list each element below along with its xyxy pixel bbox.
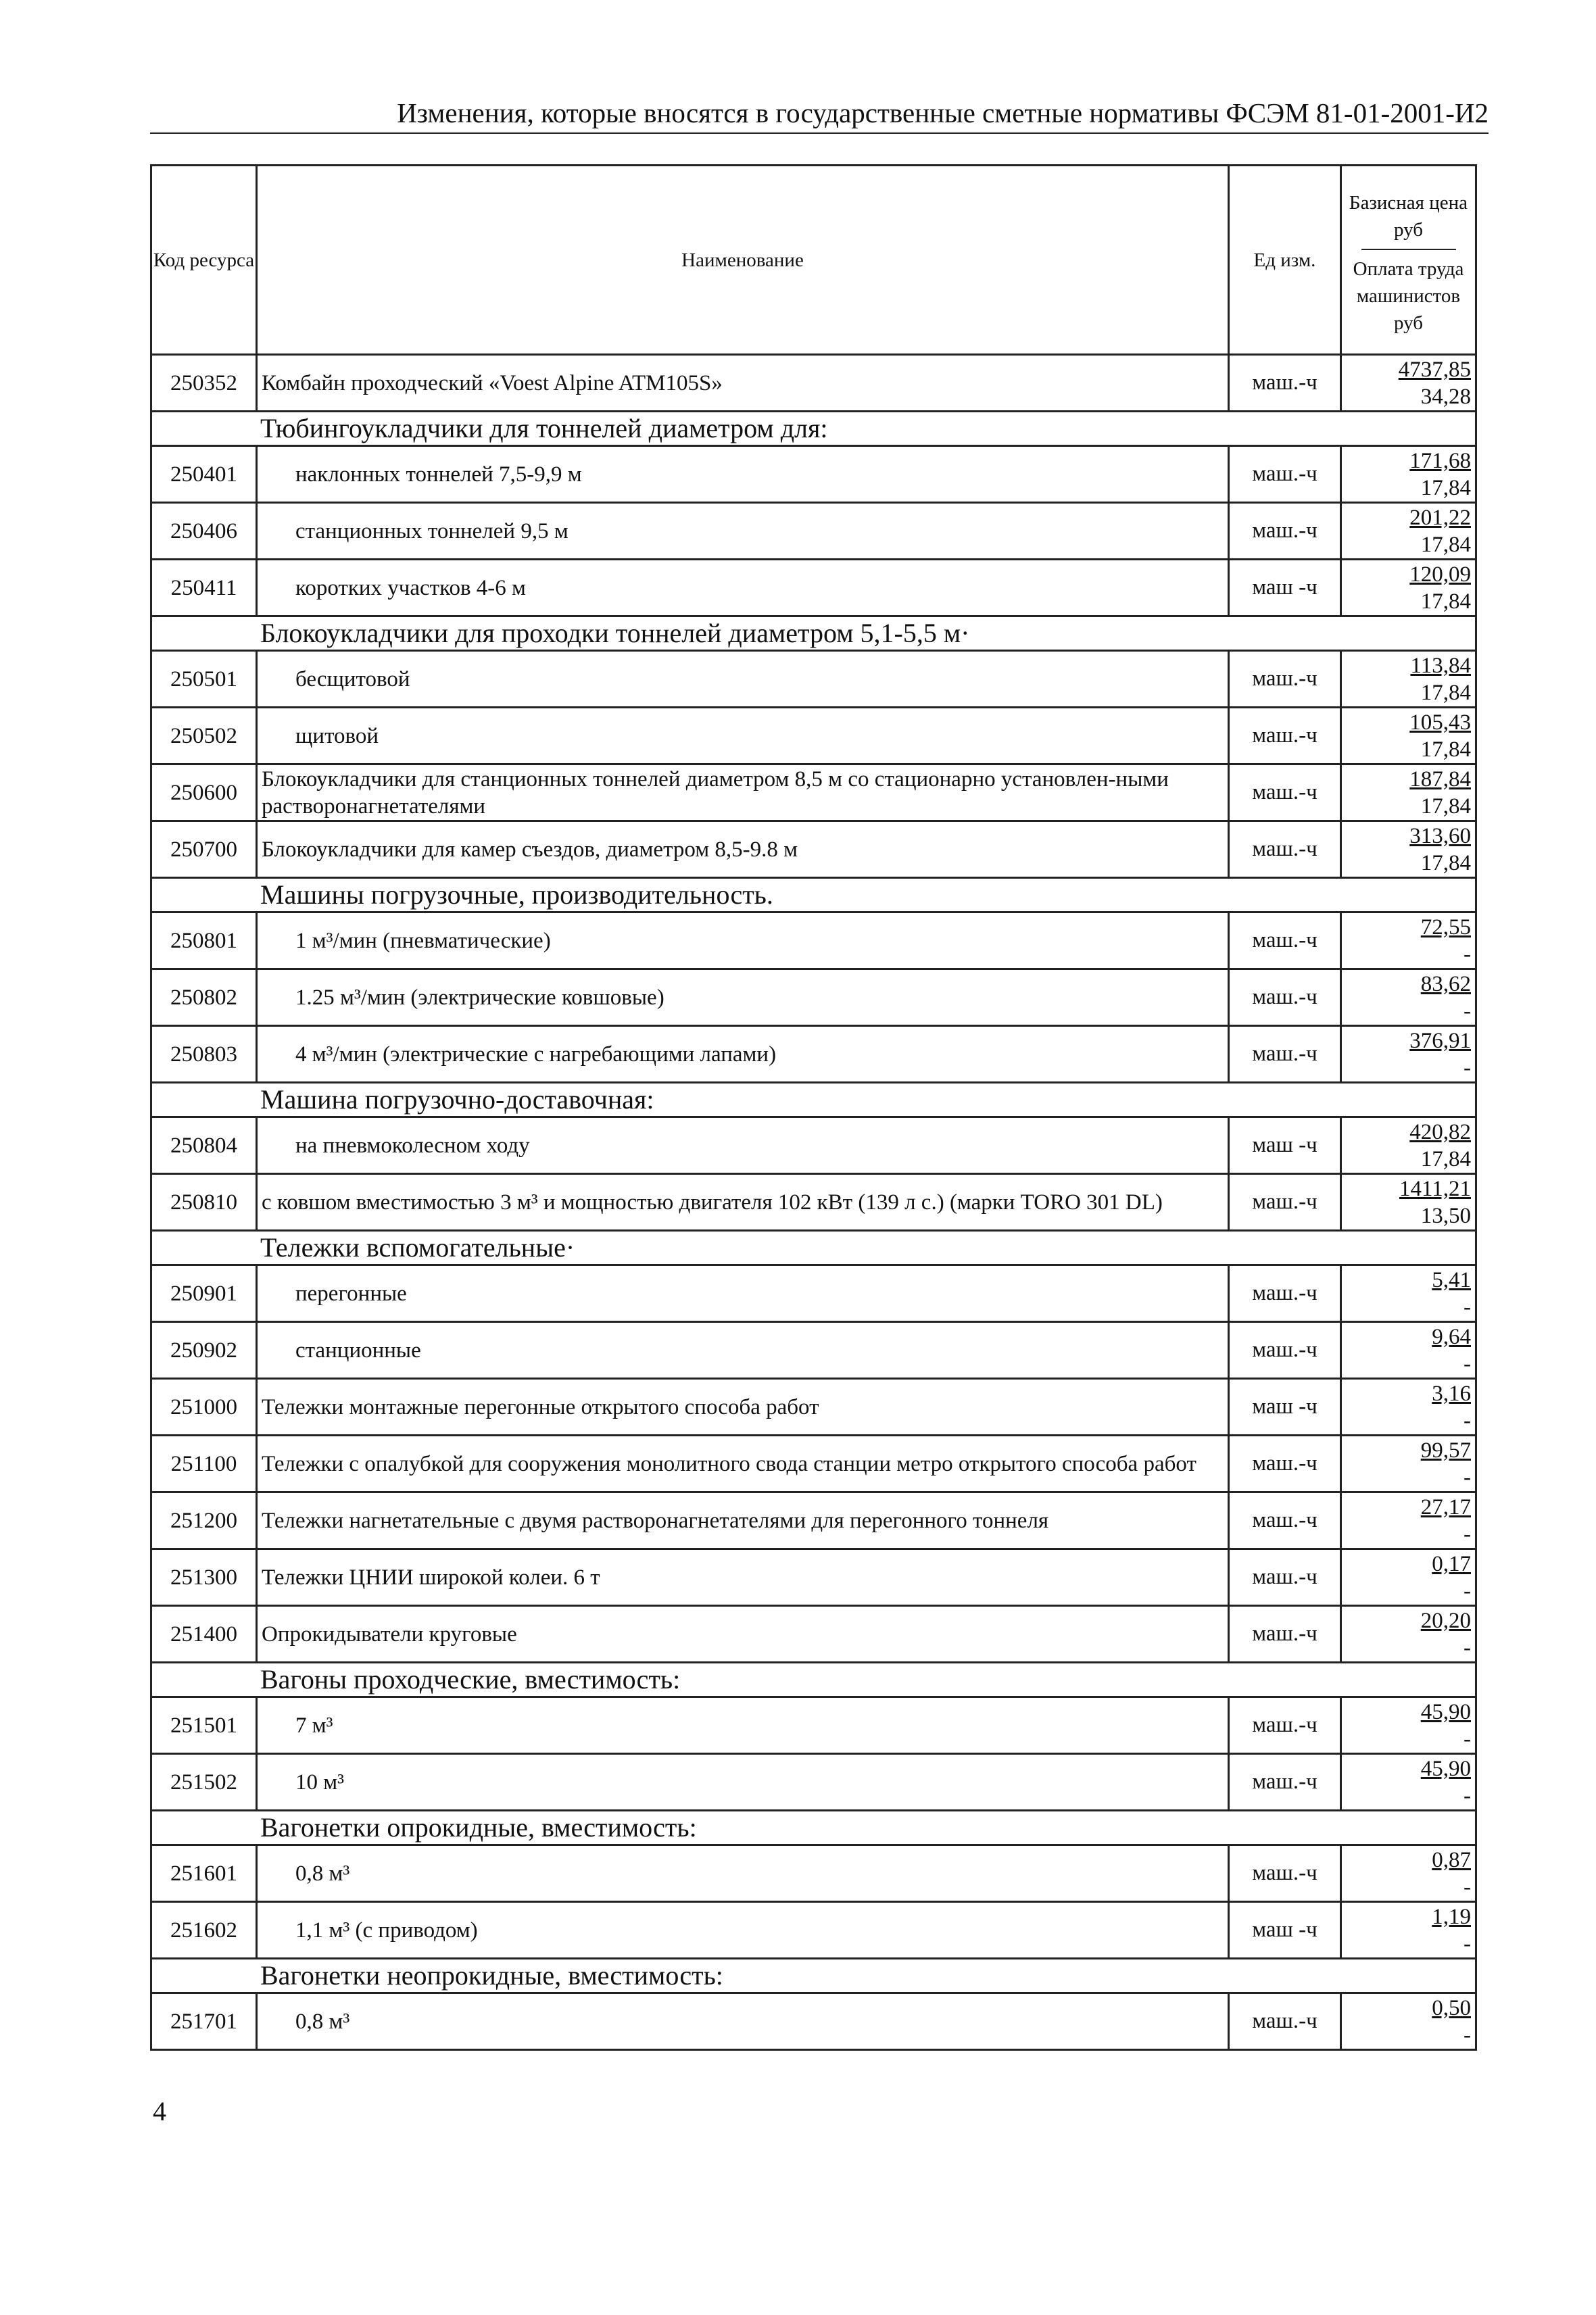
group-title: Тележки вспомогательные· (151, 1231, 1476, 1265)
base-price: 45,90 (1420, 1699, 1471, 1724)
table-row (151, 355, 1476, 412)
group-title: Машины погрузочные, производительность. (151, 878, 1476, 912)
resource-name: Опрокидыватели круговые (257, 1606, 1229, 1663)
table-row (151, 1436, 1476, 1492)
unit-of-measure: маш.-ч (1229, 764, 1341, 821)
unit-of-measure: маш.-ч (1229, 1026, 1341, 1083)
resource-code: 251300 (151, 1549, 257, 1606)
operator-wage: - (1464, 1635, 1471, 1660)
base-price: 201,22 (1409, 505, 1471, 530)
operator-wage: - (1464, 1521, 1471, 1546)
price-cell (1341, 1606, 1476, 1663)
group-header-row (151, 412, 1476, 446)
base-price: 420,82 (1409, 1119, 1471, 1144)
resource-code: 250502 (151, 708, 257, 764)
operator-wage: 17,84 (1420, 850, 1471, 875)
operator-wage: 13,50 (1420, 1203, 1471, 1228)
resource-price-table (150, 164, 1477, 2051)
resource-code: 250700 (151, 821, 257, 878)
operator-wage: - (1464, 1055, 1471, 1080)
operator-wage: 34,28 (1420, 384, 1471, 409)
resource-name: наклонных тоннелей 7,5-9,9 м (257, 446, 1229, 503)
resource-code: 251501 (151, 1697, 257, 1754)
unit-of-measure: маш.-ч (1229, 1754, 1341, 1811)
operator-wage: 17,84 (1420, 475, 1471, 500)
price-cell (1341, 1549, 1476, 1606)
table-row (151, 1697, 1476, 1754)
operator-wage: - (1464, 1931, 1471, 1956)
unit-of-measure: маш.-ч (1229, 912, 1341, 969)
table-row (151, 912, 1476, 969)
base-price: 187,84 (1409, 766, 1471, 791)
operator-wage: - (1464, 1408, 1471, 1433)
base-price: 313,60 (1409, 823, 1471, 848)
operator-wage: 17,84 (1420, 680, 1471, 705)
price-cell (1341, 1379, 1476, 1436)
table-row (151, 1265, 1476, 1322)
price-cell (1341, 1117, 1476, 1174)
resource-code: 250411 (151, 560, 257, 616)
table-row (151, 560, 1476, 616)
price-cell (1341, 969, 1476, 1026)
resource-code: 251100 (151, 1436, 257, 1492)
group-header-row (151, 1231, 1476, 1265)
group-title: Блокоукладчики для проходки тоннелей диаметром 5,1-5,5 м· (151, 616, 1476, 651)
column-header-operator-wage: Оплата труда машинистов руб (1353, 258, 1464, 334)
resource-name: на пневмоколесном ходу (257, 1117, 1229, 1174)
group-header-row (151, 1959, 1476, 1993)
unit-of-measure: маш.-ч (1229, 969, 1341, 1026)
table-row (151, 1117, 1476, 1174)
price-cell (1341, 560, 1476, 616)
price-cell (1341, 821, 1476, 878)
group-title: Вагоны проходческие, вместимость: (151, 1663, 1476, 1697)
operator-wage: 17,84 (1420, 1146, 1471, 1171)
operator-wage: - (1464, 1351, 1471, 1376)
base-price: 99,57 (1420, 1438, 1471, 1463)
unit-of-measure: маш.-ч (1229, 651, 1341, 708)
base-price: 72,55 (1420, 915, 1471, 940)
resource-name: 10 м³ (257, 1754, 1229, 1811)
table-row (151, 1492, 1476, 1549)
resource-name: 1.25 м³/мин (электрические ковшовые) (257, 969, 1229, 1026)
resource-name: перегонные (257, 1265, 1229, 1322)
unit-of-measure: маш -ч (1229, 1117, 1341, 1174)
operator-wage: - (1464, 1874, 1471, 1899)
column-header-base-price: Базисная цена руб (1349, 191, 1468, 241)
operator-wage: - (1464, 1294, 1471, 1319)
price-cell (1341, 1993, 1476, 2050)
base-price: 105,43 (1409, 710, 1471, 735)
table-row (151, 969, 1476, 1026)
unit-of-measure: маш.-ч (1229, 446, 1341, 503)
unit-of-measure: маш.-ч (1229, 1549, 1341, 1606)
resource-code: 251200 (151, 1492, 257, 1549)
operator-wage: - (1464, 1465, 1471, 1490)
resource-name: с ковшом вместимостью 3 м³ и мощностью двигателя 102 кВт (139 л с.) (марки TORO 301 DL) (257, 1174, 1229, 1231)
base-price: 3,16 (1432, 1381, 1471, 1406)
resource-code: 250600 (151, 764, 257, 821)
unit-of-measure: маш.-ч (1229, 1436, 1341, 1492)
unit-of-measure: маш.-ч (1229, 503, 1341, 560)
resource-code: 251701 (151, 1993, 257, 2050)
operator-wage: - (1464, 998, 1471, 1023)
unit-of-measure: маш.-ч (1229, 1993, 1341, 2050)
resource-name: Тележки монтажные перегонные открытого способа работ (257, 1379, 1229, 1436)
unit-of-measure: маш.-ч (1229, 1322, 1341, 1379)
base-price: 1,19 (1432, 1904, 1471, 1929)
price-cell (1341, 1174, 1476, 1231)
table-body (151, 355, 1476, 2050)
table-row (151, 651, 1476, 708)
price-cell (1341, 1322, 1476, 1379)
operator-wage: - (1464, 2022, 1471, 2047)
resource-code: 251400 (151, 1606, 257, 1663)
resource-code: 250901 (151, 1265, 257, 1322)
unit-of-measure: маш.-ч (1229, 1492, 1341, 1549)
table-row (151, 1322, 1476, 1379)
price-cell (1341, 1265, 1476, 1322)
group-title: Тюбингоукладчики для тоннелей диаметром для: (151, 412, 1476, 446)
group-header-row (151, 1083, 1476, 1117)
resource-name: 1,1 м³ (с приводом) (257, 1902, 1229, 1959)
base-price: 376,91 (1409, 1028, 1471, 1053)
price-cell (1341, 1754, 1476, 1811)
group-title: Вагонетки неопрокидные, вместимость: (151, 1959, 1476, 1993)
base-price: 83,62 (1420, 971, 1471, 996)
base-price: 0,50 (1432, 1995, 1471, 2020)
resource-name: 7 м³ (257, 1697, 1229, 1754)
table-row (151, 503, 1476, 560)
base-price: 45,90 (1420, 1756, 1471, 1781)
unit-of-measure: маш.-ч (1229, 1697, 1341, 1754)
operator-wage: - (1464, 1578, 1471, 1603)
column-header-code: Код ресурса (151, 166, 257, 355)
group-header-row (151, 616, 1476, 651)
resource-name: 0,8 м³ (257, 1845, 1229, 1902)
group-header-row (151, 1811, 1476, 1845)
base-price: 27,17 (1420, 1494, 1471, 1519)
resource-code: 251502 (151, 1754, 257, 1811)
resource-code: 250802 (151, 969, 257, 1026)
price-cell (1341, 503, 1476, 560)
unit-of-measure: маш.-ч (1229, 1845, 1341, 1902)
resource-name: Тележки ЦНИИ широкой колеи. 6 т (257, 1549, 1229, 1606)
table-row (151, 1549, 1476, 1606)
resource-name: Блокоукладчики для камер съездов, диаметром 8,5-9.8 м (257, 821, 1229, 878)
table-row (151, 1606, 1476, 1663)
unit-of-measure: маш -ч (1229, 1902, 1341, 1959)
base-price: 5,41 (1432, 1267, 1471, 1292)
price-cell (1341, 1697, 1476, 1754)
operator-wage: - (1464, 942, 1471, 967)
unit-of-measure: маш.-ч (1229, 1174, 1341, 1231)
document-header: Изменения, которые вносятся в государственные сметные нормативы ФСЭМ 81-01-2001-И2 (150, 95, 1489, 134)
table-row (151, 1902, 1476, 1959)
price-cell (1341, 1845, 1476, 1902)
resource-code: 250804 (151, 1117, 257, 1174)
resource-code: 250801 (151, 912, 257, 969)
table-row (151, 1379, 1476, 1436)
resource-code: 250810 (151, 1174, 257, 1231)
table-row (151, 1845, 1476, 1902)
price-cell (1341, 1902, 1476, 1959)
column-header-price (1341, 166, 1476, 355)
table-row (151, 446, 1476, 503)
column-header-unit: Ед изм. (1229, 166, 1341, 355)
price-cell (1341, 764, 1476, 821)
resource-code: 251602 (151, 1902, 257, 1959)
resource-code: 251000 (151, 1379, 257, 1436)
resource-name: Тележки нагнетательные с двумя растворонагнетателями для перегонного тоннеля (257, 1492, 1229, 1549)
price-cell (1341, 912, 1476, 969)
resource-name: 0,8 м³ (257, 1993, 1229, 2050)
operator-wage: - (1464, 1783, 1471, 1808)
resource-code: 250352 (151, 355, 257, 412)
resource-name: бесщитовой (257, 651, 1229, 708)
operator-wage: 17,84 (1420, 737, 1471, 762)
group-title: Вагонетки опрокидные, вместимость: (151, 1811, 1476, 1845)
unit-of-measure: маш.-ч (1229, 355, 1341, 412)
unit-of-measure: маш -ч (1229, 560, 1341, 616)
table-row (151, 1754, 1476, 1811)
table-row (151, 1993, 1476, 2050)
table-row (151, 1026, 1476, 1083)
operator-wage: - (1464, 1726, 1471, 1751)
price-cell (1341, 446, 1476, 503)
group-title: Машина погрузочно-доставочная: (151, 1083, 1476, 1117)
resource-code: 250803 (151, 1026, 257, 1083)
table-header-row (151, 166, 1476, 355)
price-cell (1341, 1026, 1476, 1083)
group-header-row (151, 878, 1476, 912)
price-cell (1341, 1492, 1476, 1549)
resource-code: 250501 (151, 651, 257, 708)
operator-wage: 17,84 (1420, 589, 1471, 614)
unit-of-measure: маш.-ч (1229, 1265, 1341, 1322)
base-price: 113,84 (1410, 653, 1471, 678)
resource-name: коротких участков 4-6 м (257, 560, 1229, 616)
table-row (151, 821, 1476, 878)
table-row (151, 764, 1476, 821)
column-header-name: Наименование (257, 166, 1229, 355)
base-price: 171,68 (1409, 448, 1471, 473)
group-header-row (151, 1663, 1476, 1697)
price-cell (1341, 355, 1476, 412)
page-number: 4 (153, 2096, 166, 2126)
base-price: 0,17 (1432, 1551, 1471, 1576)
resource-code: 250401 (151, 446, 257, 503)
operator-wage: 17,84 (1420, 532, 1471, 557)
base-price: 0,87 (1432, 1847, 1471, 1872)
resource-code: 250902 (151, 1322, 257, 1379)
base-price: 1411,21 (1399, 1176, 1471, 1201)
resource-name: Блокоукладчики для станционных тоннелей диаметром 8,5 м со стационарно установлен-ными растворонагнетателями (257, 764, 1229, 821)
unit-of-measure: маш.-ч (1229, 708, 1341, 764)
resource-name: станционных тоннелей 9,5 м (257, 503, 1229, 560)
resource-name: станционные (257, 1322, 1229, 1379)
operator-wage: 17,84 (1420, 794, 1471, 819)
price-cell (1341, 1436, 1476, 1492)
unit-of-measure: маш.-ч (1229, 821, 1341, 878)
resource-name: 4 м³/мин (электрические с нагребающими лапами) (257, 1026, 1229, 1083)
resource-code: 250406 (151, 503, 257, 560)
table-row (151, 1174, 1476, 1231)
price-cell (1341, 651, 1476, 708)
resource-name: Комбайн проходческий «Voest Alpine ATM105S» (257, 355, 1229, 412)
table-row (151, 708, 1476, 764)
unit-of-measure: маш -ч (1229, 1379, 1341, 1436)
resource-name: 1 м³/мин (пневматические) (257, 912, 1229, 969)
unit-of-measure: маш.-ч (1229, 1606, 1341, 1663)
base-price: 120,09 (1409, 562, 1471, 587)
resource-name: Тележки с опалубкой для сооружения монолитного свода станции метро открытого способа работ (257, 1436, 1229, 1492)
base-price: 4737,85 (1398, 357, 1471, 382)
resource-code: 251601 (151, 1845, 257, 1902)
base-price: 9,64 (1432, 1324, 1471, 1349)
price-cell (1341, 708, 1476, 764)
resource-name: щитовой (257, 708, 1229, 764)
base-price: 20,20 (1420, 1608, 1471, 1633)
